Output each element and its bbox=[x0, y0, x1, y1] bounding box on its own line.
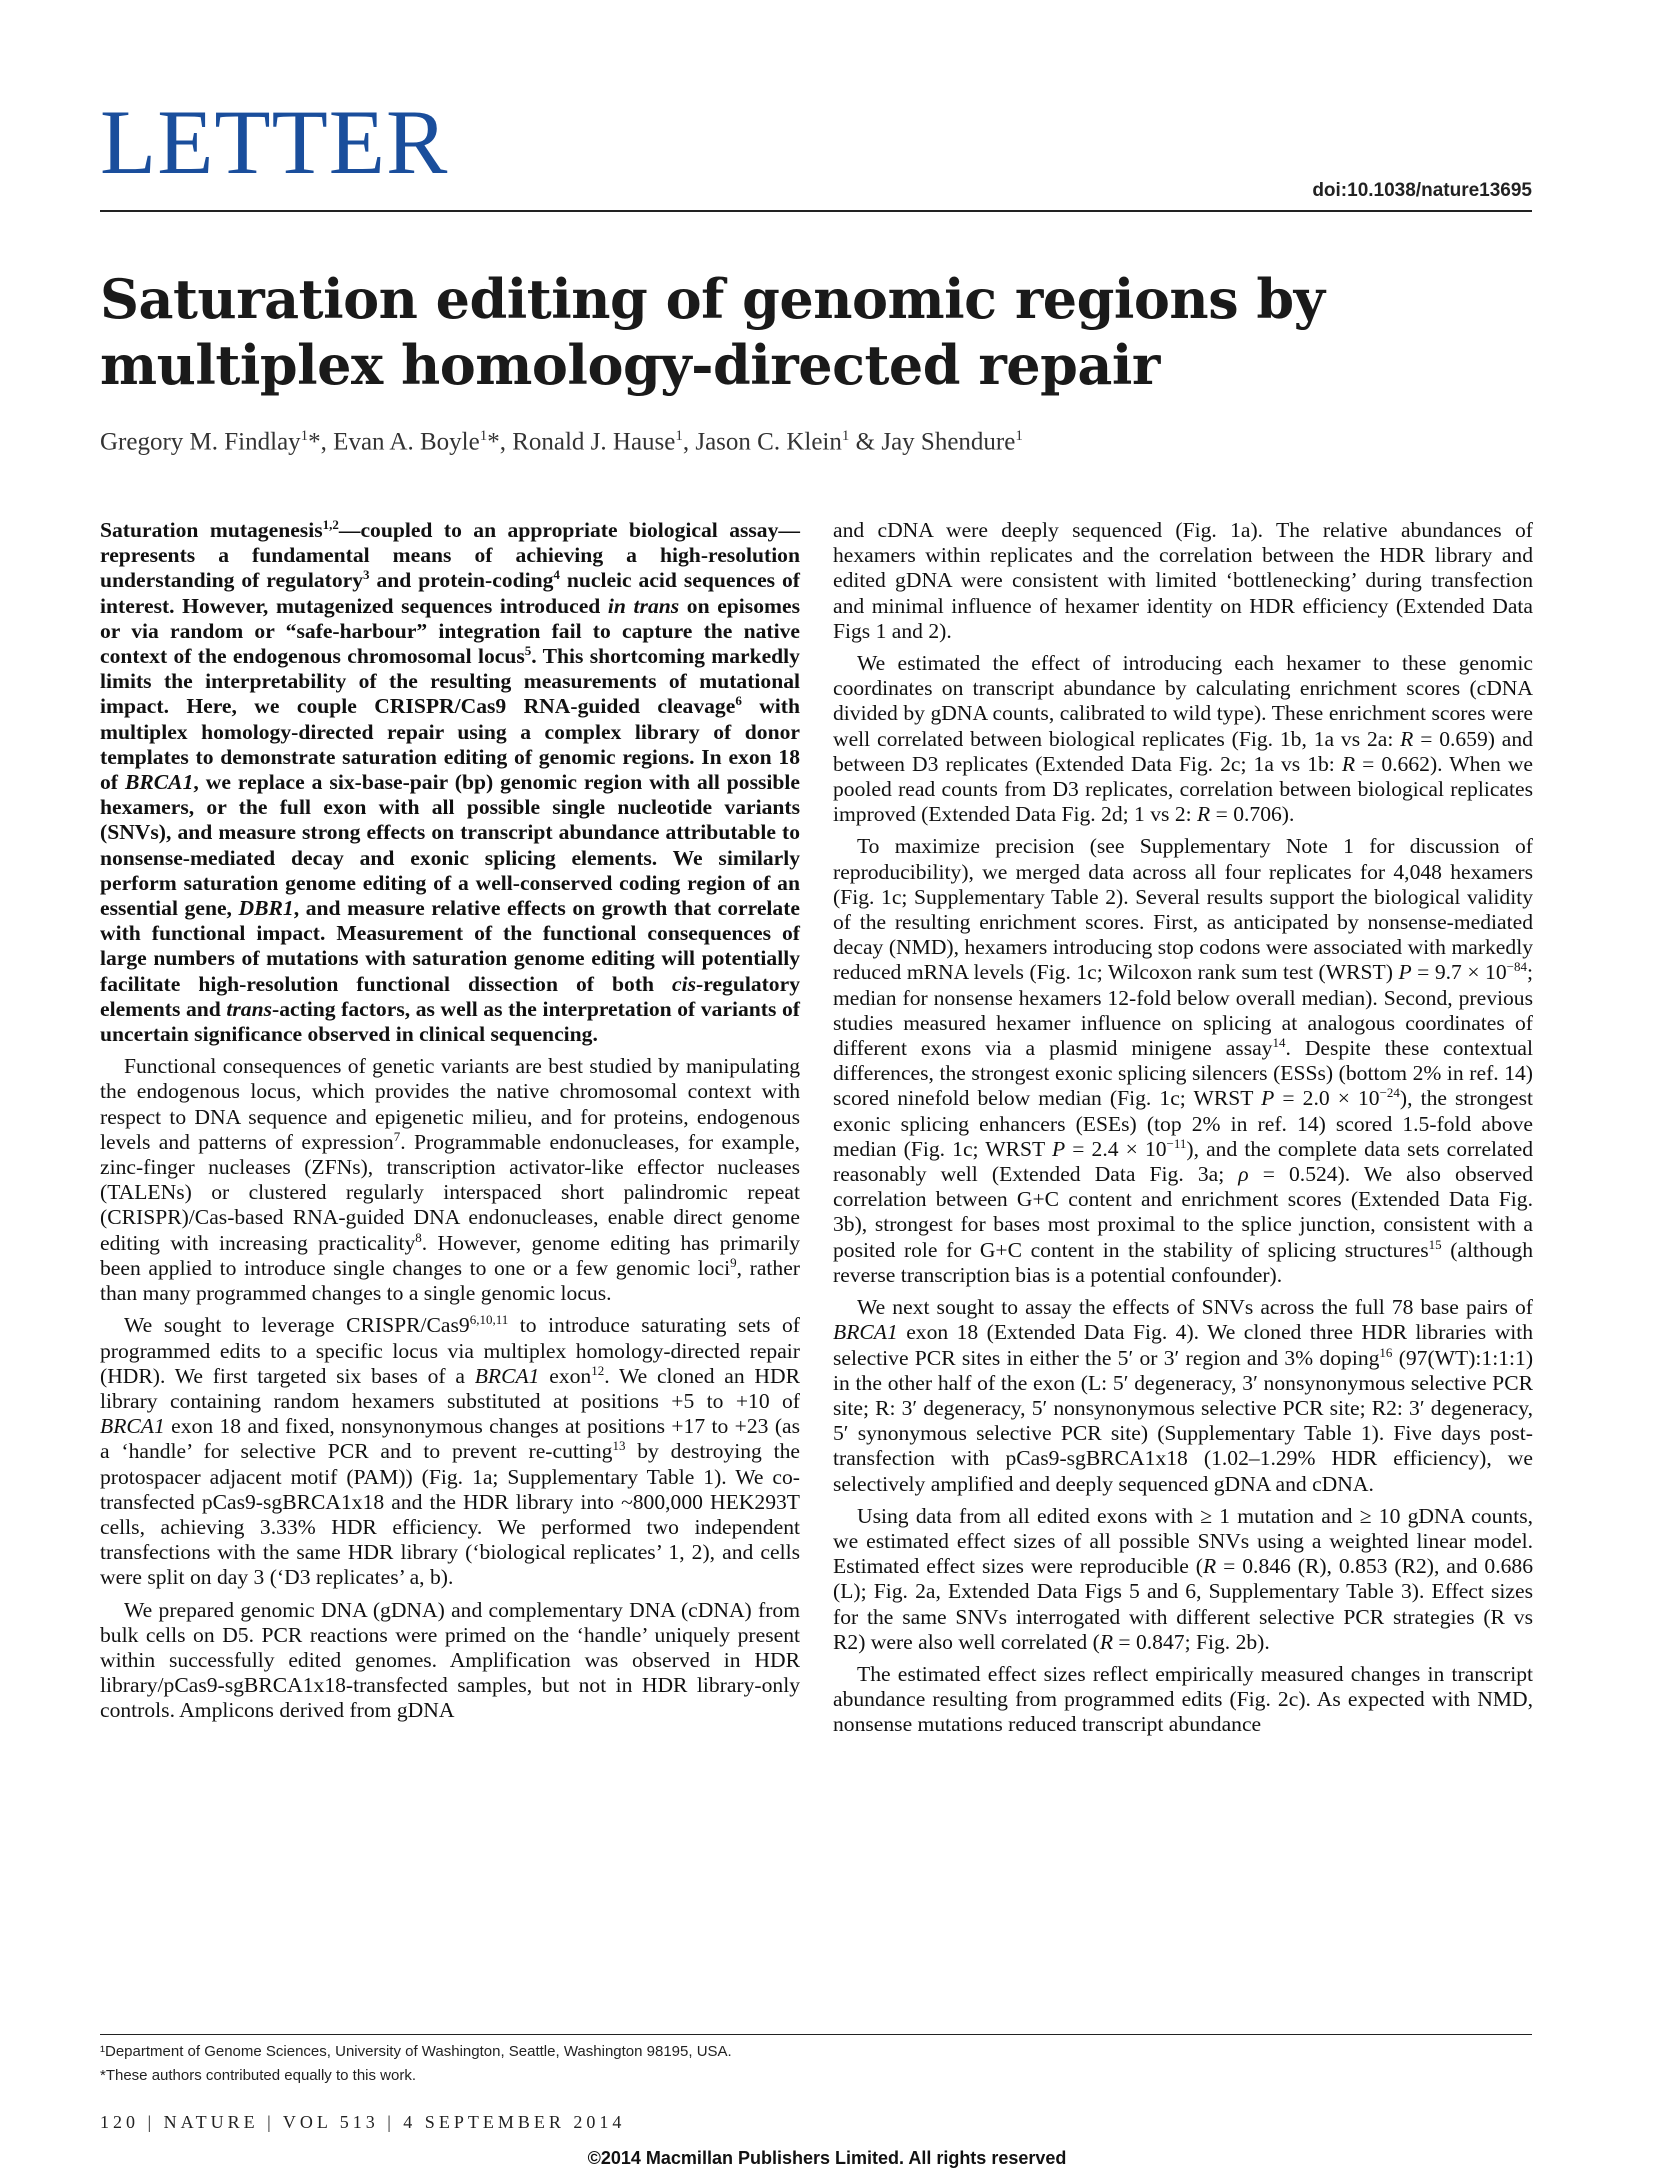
author-name: Evan A. Boyle bbox=[333, 428, 480, 456]
author-name: Gregory M. Findlay bbox=[100, 428, 301, 456]
body-paragraph: The estimated effect sizes reflect empirically measured changes in transcript abundance resulting from programmed edits (Fig. 2c). As expected with NMD, nonsense mutations reduced transcript abundance bbox=[833, 1661, 1533, 1737]
article-title: Saturation editing of genomic regions by multiplex homology-directed repair bbox=[100, 267, 1325, 397]
body-paragraph: We estimated the effect of introducing each hexamer to these genomic coordinates on transcript abundance by calculating enrichment scores (cDNA divided by gDNA counts, calibrated to wild type). These enrichment scores were well correlated between biological replicates (Fig. 1b, 1a vs 2a: R = 0.659) and between D3 replicates (Extended Data Fig. 2c; 1a vs 1b: R = 0.662). When we pooled read counts from D3 replicates, correlation between biological replicates improved (Extended Data Fig. 2d; 1 vs 2: R = 0.706). bbox=[833, 651, 1533, 827]
body-paragraph: To maximize precision (see Supplementary Note 1 for discussion of reproducibility), we merged data across all four replicates for 4,048 hexamers (Fig. 1c; Supplementary Table 2). Several results support the biological validity of the resulting enrichment scores. First, as anticipated by nonsense-mediated decay (NMD), hexamers introducing stop codons were associated with markedly reduced mRNA levels (Fig. 1c; Wilcoxon rank sum test (WRST) $P = 9.7 \times 10^{-84}$; median for nonsense hexamers 12-fold below overall median). Second, previous studies measured hexamer influence on splicing at analogous coordinates of different exons via a plasmid minigene assay$^{14}$. Despite these contextual differences, the strongest exonic splicing silencers (ESSs) (bottom 2% in ref. 14) scored ninefold below median (Fig. 1c; WRST $P = 2.0 \times 10^{-24}$), the strongest exonic splicing enhancers (ESEs) (top 2% in ref. 14) scored 1.5-fold above median (Fig. 1c; WRST $P = 2.4 \times 10^{-11}$), and the complete data sets correlated reasonably well (Extended Data Fig. 3a; ρ = 0.524). We also observed correlation between G+C content and enrichment scores (Extended Data Fig. 3b), strongest for bases most proximal to the splice junction, consistent with a posited role for G+C content in the stability of splicing structures$^{15}$ (although reverse transcription bias is a potential confounder). bbox=[833, 834, 1533, 1287]
copyright-notice: ©2014 Macmillan Publishers Limited. All rights reserved bbox=[587, 2148, 1067, 2168]
body-paragraph: We prepared genomic DNA (gDNA) and complementary DNA (cDNA) from bulk cells on D5. PCR reactions were primed on the ‘handle’ uniquely present within successfully edited genomes. Amplification was observed in HDR library/pCas9-sgBRCA1x18-transfected samples, but not in HDR library-only controls. Amplicons derived from gDNA bbox=[100, 1597, 800, 1723]
page-folio: 120 | NATURE | VOL 513 | 4 SEPTEMBER 2014 bbox=[100, 2112, 626, 2132]
body-paragraph: Functional consequences of genetic variants are best studied by manipulating the endogenous locus, which provides the native chromosomal context with respect to DNA sequence and epigenetic milieu, and for proteins, endogenous levels and patterns of expression$^7$. Programmable endonucleases, for example, zinc-finger nucleases (ZFNs), transcription activator-like effector nucleases (TALENs) or clustered regularly interspaced short palindromic repeat (CRISPR)/Cas-based RNA-guided DNA endonucleases, enable direct genome editing with increasing practicality$^8$. However, genome editing has primarily been applied to introduce single changes to one or a few genomic loci$^9$, rather than many programmed changes to a single genomic locus. bbox=[100, 1054, 801, 1306]
left-column bbox=[100, 518, 800, 1724]
section-label: LETTER bbox=[100, 91, 449, 193]
footnote-rule bbox=[100, 2034, 1532, 2035]
doi[interactable]: doi:10.1038/nature13695 bbox=[1312, 180, 1532, 201]
abstract: Saturation mutagenesis$^{1,2}$—coupled to an appropriate biological assay—represents a fundamental means of achieving a high-resolution understanding of regulatory$^3$ and protein-coding$^4$ nucleic acid sequences of interest. However, mutagenized sequences introduced in trans on episomes or via random or “safe-harbour” integration fail to capture the native context of the endogenous chromosomal locus$^5$. This shortcoming markedly limits the interpretability of the resulting measurements of mutational impact. Here, we couple CRISPR/Cas9 RNA-guided cleavage$^6$ with multiplex homology-directed repair using a complex library of donor templates to demonstrate saturation editing of genomic regions. In exon 18 of BRCA1, we replace a six-base-pair (bp) genomic region with all possible hexamers, or the full exon with all possible single nucleotide variants (SNVs), and measure strong effects on transcript abundance attributable to nonsense-mediated decay and exonic splicing elements. We similarly perform saturation genome editing of a well-conserved coding region of an essential gene, DBR1, and measure relative effects on growth that correlate with functional impact. Measurement of the functional consequences of large numbers of mutations with saturation genome editing will potentially facilitate high-resolution functional dissection of both cis-regulatory elements and trans-acting factors, as well as the interpretation of variants of uncertain significance observed in clinical sequencing. bbox=[100, 516, 800, 1047]
author-name: Ronald J. Hause bbox=[512, 428, 676, 456]
affiliation-note: ¹Department of Genome Sciences, University of Washington, Seattle, Washington 98195, USA. bbox=[100, 2043, 732, 2060]
author-name: Jason C. Klein bbox=[695, 428, 842, 456]
header-rule bbox=[100, 210, 1532, 212]
body-paragraph: We sought to leverage CRISPR/Cas9$^{6,10,11}$ to introduce saturating sets of programmed edits to a specific locus via multiplex homology-directed repair (HDR). We first targeted six bases of a BRCA1 exon$^{12}$. We cloned an HDR library containing random hexamers substituted at positions +5 to +10 of BRCA1 exon 18 and fixed, nonsynonymous changes at positions +17 to +23 (as a ‘handle’ for selective PCR and to prevent re-cutting$^{13}$ by destroying the protospacer adjacent motif (PAM)) (Fig. 1a; Supplementary Table 1). We co-transfected pCas9-sgBRCA1x18 and the HDR library into ~800,000 HEK293T cells, achieving 3.33% HDR efficiency. We performed two independent transfections with the same HDR library (‘biological replicates’ 1, 2), and cells were split on day 3 (‘D3 replicates’ a, b). bbox=[100, 1312, 800, 1590]
author-list: Gregory M. Findlay$^1$*, Evan A. Boyle$^1$*, Ronald J. Hause$^1$, Jason C. Klein$^1$ & Jay Shendure$^1$ bbox=[100, 428, 1023, 456]
body-paragraph: and cDNA were deeply sequenced (Fig. 1a). The relative abundances of hexamers within replicates and the correlation between the HDR library and edited gDNA were consistent with limited ‘bottlenecking’ during transfection and minimal influence of hexamer identity on HDR efficiency (Extended Data Figs 1 and 2). bbox=[833, 518, 1533, 643]
author-name: Jay Shendure bbox=[881, 428, 1016, 456]
equal-contribution-note: *These authors contributed equally to this work. bbox=[100, 2067, 417, 2084]
footnotes bbox=[100, 2040, 732, 2088]
right-column bbox=[833, 518, 1533, 1738]
body-paragraph: Using data from all edited exons with ≥ 1 mutation and ≥ 10 gDNA counts, we estimated effect sizes of all possible SNVs using a weighted linear model. Estimated effect sizes were reproducible (R = 0.846 (R), 0.853 (R2), and 0.686 (L); Fig. 2a, Extended Data Figs 5 and 6, Supplementary Table 3). Effect sizes for the same SNVs interrogated with different selective PCR strategies (R vs R2) were also well correlated (R = 0.847; Fig. 2b). bbox=[833, 1503, 1533, 1654]
body-paragraph: We next sought to assay the effects of SNVs across the full 78 base pairs of BRCA1 exon 18 (Extended Data Fig. 4). We cloned three HDR libraries with selective PCR sites in either the 5′ or 3′ region and 3% doping$^{16}$ (97(WT):1:1:1) in the other half of the exon (L: 5′ degeneracy, 3′ nonsynonymous selective PCR site; R: 3′ degeneracy, 5′ nonsynonymous selective PCR site; R2: 3′ degeneracy, 5′ synonymous selective PCR site) (Supplementary Table 1). Five days post-transfection with pCas9-sgBRCA1x18 (1.02–1.29% HDR efficiency), we selectively amplified and deeply sequenced gDNA and cDNA. bbox=[833, 1295, 1534, 1496]
